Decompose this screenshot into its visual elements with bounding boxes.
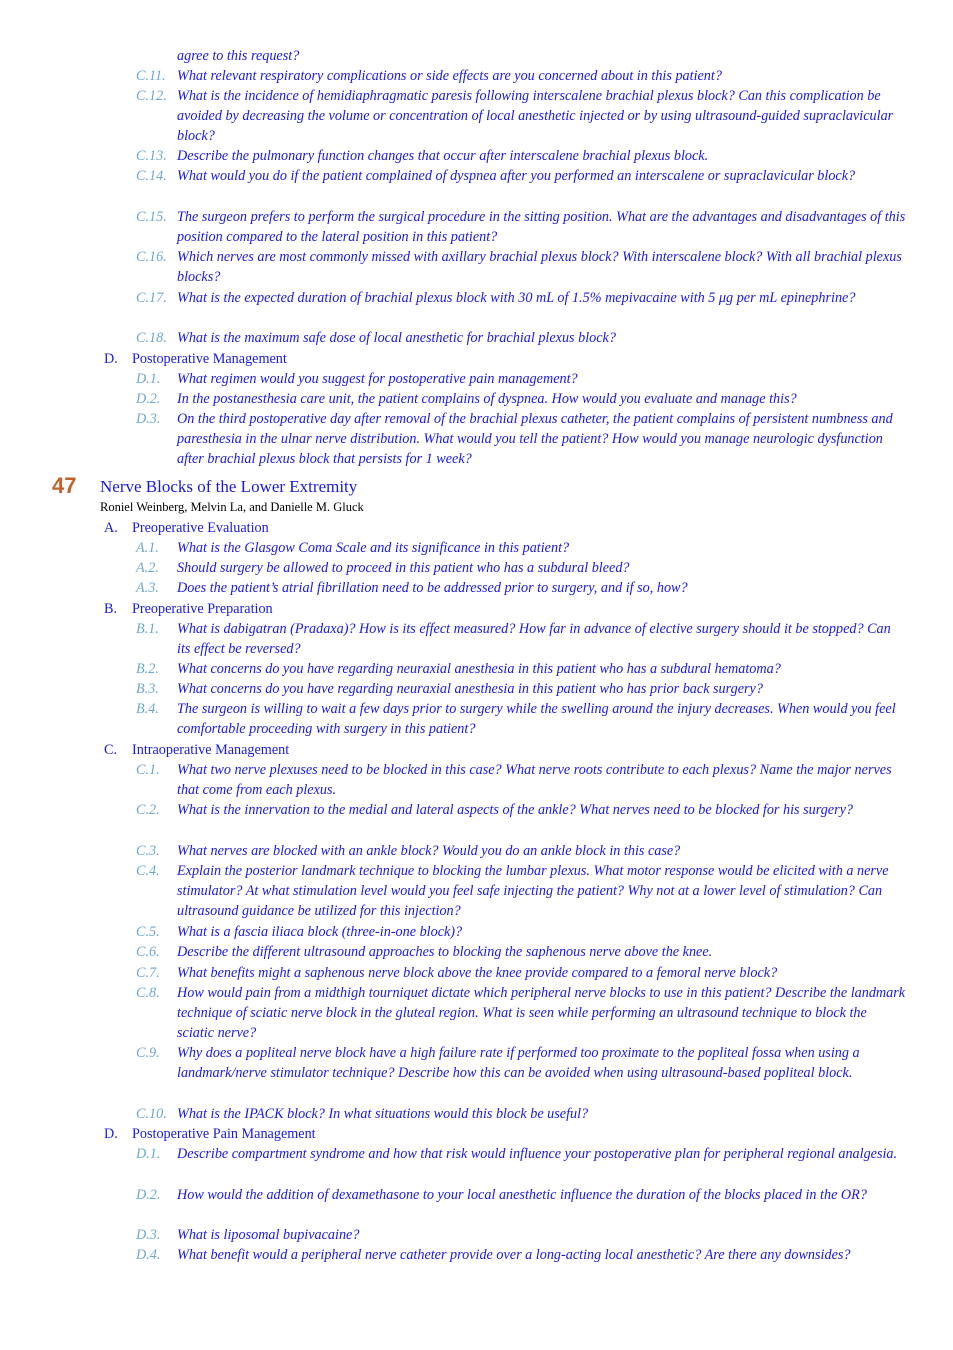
question-item [136,619,906,659]
question-item [136,538,906,558]
question-number: C.15. [136,209,167,225]
question-number: D.2. [136,391,161,407]
question-number: C.12. [136,88,167,104]
question-text: What is dabigatran (Pradaxa)? How is its effect measured? How far in advance of elective surgery should it be stopped? Can its effect be reversed? [177,621,891,658]
question-text: What relevant respiratory complications or side effects are you concerned about in this patient? [177,68,722,84]
question-number: C.3. [136,843,160,859]
question-text: In the postanesthesia care unit, the patient complains of dyspnea. How would you evaluate and manage this? [177,391,797,407]
question-item [136,166,906,186]
question-text: What would you do if the patient complained of dyspnea after you performed an interscalene or supraclavicular block? [177,168,856,184]
question-text: What two nerve plexuses need to be blocked in this case? What nerve roots contribute to each plexus? Name the major nerves that come from each plexus. [177,762,892,799]
question-text: What is the incidence of hemidiaphragmatic paresis following interscalene brachial plexus block? Can this complication be avoided by decreasing the volume or concentration of local anesthetic injected or by using ultrasound-guided supraclavicular block? [177,88,894,145]
question-text: What concerns do you have regarding neuraxial anesthesia in this patient who has a subdural hematoma? [177,661,781,677]
section-letter: C. [104,742,118,758]
question-item [136,1245,906,1265]
section-letter: A. [104,520,118,536]
question-number: C.4. [136,863,160,879]
question-number: B.4. [136,701,159,717]
chapter-authors: Roniel Weinberg, Melvin La, and Danielle M. Gluck [100,500,364,514]
question-text: What benefit would a peripheral nerve catheter provide over a long-acting local anesthetic? Are there any downsides? [177,1247,851,1263]
question-text: What is the IPACK block? In what situations would this block be useful? [177,1106,589,1122]
question-item [136,841,906,861]
question-number: C.8. [136,985,160,1001]
question-text: On the third postoperative day after removal of the brachial plexus catheter, the patient complains of persistent numbness and paresthesia in the ulnar nerve distribution. What would you tell the patient? How would you manage neurologic dysfunction after brachial plexus block that persists for 1 week? [177,411,893,468]
question-item [136,861,906,922]
question-text: What benefits might a saphenous nerve block above the knee provide compared to a femoral nerve block? [177,965,778,981]
question-item [136,66,906,86]
question-item [136,207,906,247]
question-item [136,247,906,287]
section-title: Preoperative Preparation [132,601,273,617]
question-text: Should surgery be allowed to proceed in this patient who has a subdural bleed? [177,560,630,576]
question-number: D.1. [136,1146,161,1162]
question-text: What is a fascia iliaca block (three-in-one block)? [177,924,463,940]
question-item [136,1185,906,1205]
question-number: D.3. [136,1227,161,1243]
section-heading [104,599,273,619]
chapter-title: Nerve Blocks of the Lower Extremity [100,477,358,496]
section-title: Preoperative Evaluation [132,520,269,536]
question-item [136,369,906,389]
question-text: Why does a popliteal nerve block have a high failure rate if performed too proximate to the popliteal fossa when using a landmark/nerve stimulator technique? Describe how this can be avoided when using ultrasound-based popliteal block. [177,1045,860,1082]
question-text: Describe the different ultrasound approaches to blocking the saphenous nerve above the knee. [177,944,713,960]
question-number: C.18. [136,330,167,346]
section-letter: B. [104,601,118,617]
question-text: How would pain from a midthigh tourniquet dictate which peripheral nerve blocks to use in this patient? Describe the landmark technique of sciatic nerve block in the gluteal region. What is seen while performing an ultrasound technique to block the sciatic nerve? [177,985,906,1042]
question-number: D.1. [136,371,161,387]
question-item [136,1043,906,1083]
question-item [136,922,906,942]
question-item [136,699,906,739]
question-text: Describe compartment syndrome and how that risk would influence your postoperative plan for peripheral regional analgesia. [177,1146,898,1162]
question-item [136,1225,906,1245]
continuation-text: agree to this request? [177,48,300,64]
section-heading [104,740,289,760]
question-number: B.3. [136,681,159,697]
question-text: What is the innervation to the medial and lateral aspects of the ankle? What nerves need to be blocked for his surgery? [177,802,854,818]
question-text: What is the maximum safe dose of local anesthetic for brachial plexus block? [177,330,616,346]
question-item [136,1144,906,1164]
question-number: A.1. [136,540,159,556]
question-text: What regimen would you suggest for postoperative pain management? [177,371,578,387]
question-text: What is the expected duration of brachial plexus block with 30 mL of 1.5% mepivacaine with 5 μg per mL epinephrine? [177,290,856,306]
question-item [136,760,906,800]
question-number: C.16. [136,249,167,265]
section-title: Postoperative Management [132,351,287,367]
question-text: What nerves are blocked with an ankle block? Would you do an ankle block in this case? [177,843,681,859]
question-item [136,578,906,598]
question-text: What is liposomal bupivacaine? [177,1227,360,1243]
question-number: D.3. [136,411,161,427]
chapter-number: 47 [52,473,77,498]
question-item [136,963,906,983]
question-text: The surgeon prefers to perform the surgical procedure in the sitting position. What are the advantages and disadvantages of this position compared to the lateral position in this patient? [177,209,906,246]
question-number: A.3. [136,580,159,596]
section-heading [104,349,287,369]
section-letter: D. [104,351,118,367]
question-number: C.6. [136,944,160,960]
question-number: B.1. [136,621,159,637]
question-text: Does the patient’s atrial fibrillation need to be addressed prior to surgery, and if so, how? [177,580,688,596]
section-title: Postoperative Pain Management [132,1126,316,1142]
question-text: Which nerves are most commonly missed with axillary brachial plexus block? With interscalene block? With all brachial plexus blocks? [177,249,902,286]
question-number: C.9. [136,1045,160,1061]
question-item [136,942,906,962]
section-heading [104,1124,316,1144]
question-number: D.4. [136,1247,161,1263]
question-item [136,659,906,679]
question-number: C.14. [136,168,167,184]
question-text: What concerns do you have regarding neuraxial anesthesia in this patient who has prior back surgery? [177,681,763,697]
question-item [136,288,906,308]
question-number: C.5. [136,924,160,940]
question-item [136,558,906,578]
question-item [136,800,906,820]
question-number: C.11. [136,68,166,84]
question-item [136,1104,906,1124]
question-item [136,146,906,166]
question-number: C.17. [136,290,167,306]
question-item [136,86,906,147]
question-number: A.2. [136,560,159,576]
question-text: Describe the pulmonary function changes that occur after interscalene brachial plexus block. [177,148,709,164]
question-number: C.13. [136,148,167,164]
section-title: Intraoperative Management [132,742,290,758]
question-number: C.2. [136,802,160,818]
question-text: How would the addition of dexamethasone to your local anesthetic influence the duration of the blocks placed in the OR? [177,1187,867,1203]
section-heading [104,518,269,538]
question-item [136,328,906,348]
question-text: What is the Glasgow Coma Scale and its significance in this patient? [177,540,570,556]
question-text: The surgeon is willing to wait a few days prior to surgery while the swelling around the injury decreases. When would you feel comfortable proceeding with surgery in this patient? [177,701,896,738]
question-number: C.1. [136,762,160,778]
question-number: C.10. [136,1106,167,1122]
question-number: D.2. [136,1187,161,1203]
question-text: Explain the posterior landmark technique to blocking the lumbar plexus. What motor response would be elicited with a nerve stimulator? At what stimulation level would you feel safe injecting the patient? Why not at a lower level of stimulation? Can ultrasound guidance be utilized for this injection? [177,863,889,920]
question-number: B.2. [136,661,159,677]
question-number: C.7. [136,965,160,981]
question-item [136,409,906,470]
question-item [136,983,906,1044]
question-item [136,679,906,699]
question-item [136,389,906,409]
section-letter: D. [104,1126,118,1142]
